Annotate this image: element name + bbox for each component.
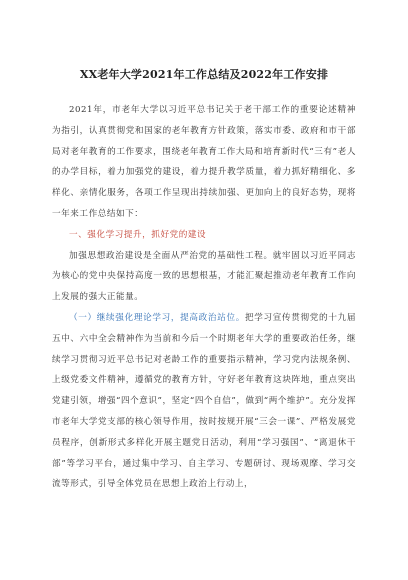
- section-heading-1: 一、强化学习提升，抓好党的建设: [69, 229, 207, 240]
- subsection-heading-1: （一）继续强化理论学习，提高政治站位。: [69, 312, 245, 323]
- subsection-1-paragraph: [52, 308, 356, 495]
- section-1-paragraph: 加强思想政治建设是全面从严治党的基础性工程。就牢固以习近平同志为核心的党中央保持高度一致的思想根基，才能汇聚起推动老年教育工作向上发展的强大正能量。: [52, 250, 356, 303]
- document-title: XX老年大学2021年工作总结及2022年工作安排: [79, 68, 329, 81]
- intro-paragraph: 2021年，市老年大学以习近平总书记关于老干部工作的重要论述精神为指引，认真贯彻党和国家的老年教育方针政策，落实市委、政府和市干部局对老年教育的工作要求，围绕老年教育工作大局和培育新时代“三有”老人的办学目标，着力加强党的建设，着力提升教学质量，着力抓好精细化、多样化、亲情化服务，各项工作呈现出持续加强、更加向上的良好态势，现将一年来工作总结如下：: [52, 105, 356, 219]
- subsection-1-text: 把学习宣传贯彻党的十九届五中、六中全会精神作为当前和今后一个时期老年大学的重要政治任务，继续学习贯彻习近平总书记对老龄工作的重要指示精神，学习党内法规条例、上级党委文件精神，遵循党的教育方针，守好老年教育这块阵地，重点突出党建引领，增强“四个意识”，坚定“四个自信”，做到“两个维护”。充分发挥市老年大学党支部的核心领导作用，按时按规开展“三会一课”、严格发展党员程序，创新形式多样化开展主题党日活动，利用“学习强国”、“离退休干部”等学习平台，通过集中学习、自主学习、专题研讨、现场观摩、学习交流等形式，引导全体党员在思想上政治上行动上，: [52, 312, 356, 490]
